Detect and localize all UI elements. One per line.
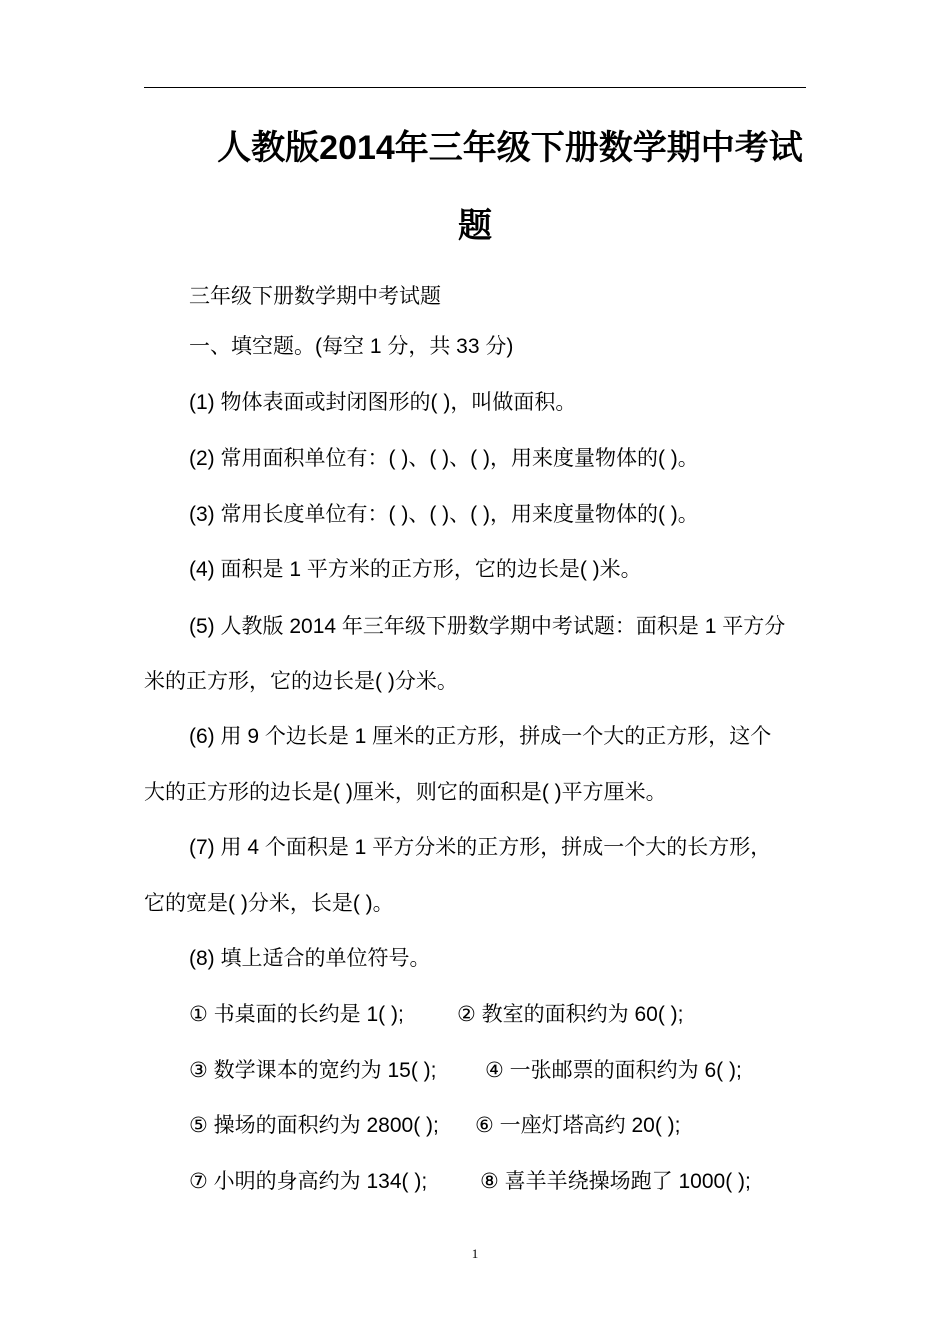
question-1: (1) 物体表面或封闭图形的( )，叫做面积。	[189, 391, 577, 414]
item-3: ③ 数学课本的宽约为 15( );	[189, 1059, 437, 1082]
item-2: ② 教室的面积约为 60( );	[457, 1003, 684, 1026]
subtitle: 三年级下册数学期中考试题	[189, 285, 441, 308]
document-title-line-2: 题	[458, 207, 492, 245]
item-6: ⑥ 一座灯塔高约 20( );	[475, 1114, 681, 1137]
page-number: 1	[471, 1246, 479, 1261]
item-7: ⑦ 小明的身高约为 134( );	[189, 1170, 428, 1193]
item-4: ④ 一张邮票的面积约为 6( );	[485, 1059, 742, 1082]
question-3: (3) 常用长度单位有：( )、( )、( )，用来度量物体的( )。	[189, 503, 699, 526]
item-1: ① 书桌面的长约是 1( );	[189, 1003, 404, 1026]
question-6-line-1: (6) 用 9 个边长是 1 厘米的正方形，拼成一个大的正方形，这个	[189, 725, 772, 748]
section-heading: 一、填空题。(每空 1 分，共 33 分)	[189, 335, 514, 358]
document-title-line-1: 人教版2014年三年级下册数学期中考试	[217, 129, 803, 167]
header-rule	[144, 87, 806, 88]
item-8: ⑧ 喜羊羊绕操场跑了 1000( );	[480, 1170, 751, 1193]
question-5-line-1: (5) 人教版 2014 年三年级下册数学期中考试题：面积是 1 平方分	[189, 615, 786, 638]
item-5: ⑤ 操场的面积约为 2800( );	[189, 1114, 439, 1137]
question-2: (2) 常用面积单位有：( )、( )、( )，用来度量物体的( )。	[189, 447, 699, 470]
question-4: (4) 面积是 1 平方米的正方形，它的边长是( )米。	[189, 558, 642, 581]
question-7-line-2: 它的宽是( )分米，长是( )。	[144, 892, 394, 915]
question-5-line-2: 米的正方形，它的边长是( )分米。	[144, 670, 458, 693]
question-6-line-2: 大的正方形的边长是( )厘米，则它的面积是( )平方厘米。	[144, 781, 667, 804]
question-7-line-1: (7) 用 4 个面积是 1 平方分米的正方形，拼成一个大的长方形，	[189, 836, 772, 859]
question-8: (8) 填上适合的单位符号。	[189, 947, 431, 970]
